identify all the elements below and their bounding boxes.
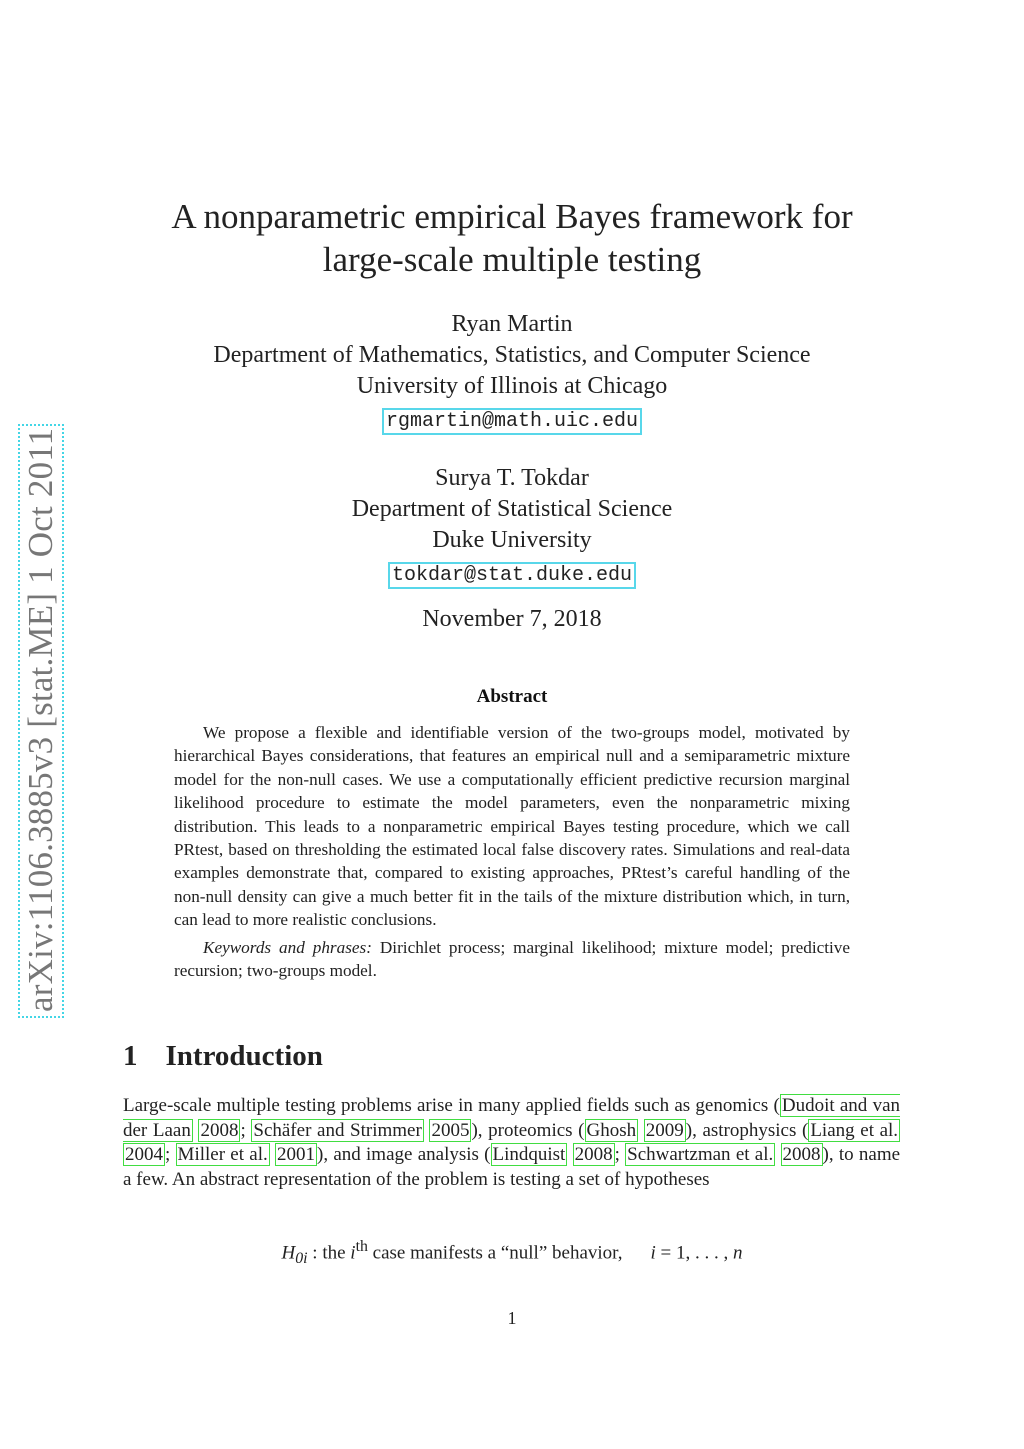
- citation-link[interactable]: Dudoit and van der Laan: [123, 1095, 901, 1141]
- intro-text: ), proteomics (: [471, 1119, 585, 1141]
- citation-link[interactable]: Schwartzman et al.: [627, 1144, 774, 1166]
- paper-title: [120, 195, 904, 281]
- arxiv-stamp[interactable]: arXiv:1106.3885v3 [stat.ME] 1 Oct 2011: [21, 427, 60, 1012]
- author-email-2[interactable]: tokdar@stat.duke.edu: [388, 562, 636, 589]
- equation-symbol: n: [732, 1242, 743, 1264]
- keywords-label: Keywords and phrases:: [203, 937, 372, 957]
- intro-text: ), and image analysis (: [317, 1144, 491, 1166]
- author-institution-2: Duke University: [432, 527, 592, 553]
- citation-year-link[interactable]: 2004: [125, 1144, 163, 1166]
- citation-year-link[interactable]: 2001: [277, 1144, 315, 1166]
- abstract-heading: Abstract: [476, 686, 548, 707]
- intro-text: ;: [240, 1119, 252, 1141]
- author-name-2: Surya T. Tokdar: [435, 465, 589, 491]
- citation-year-link[interactable]: 2008: [574, 1144, 613, 1166]
- equation-text: case manifests a “null” behavior,: [367, 1242, 623, 1264]
- author-name-1: Ryan Martin: [451, 311, 573, 337]
- intro-text: ), astrophysics (: [685, 1119, 809, 1141]
- citation-year-link[interactable]: 2005: [431, 1119, 470, 1141]
- citation-link[interactable]: Lindquist: [492, 1144, 566, 1166]
- keywords: [174, 936, 850, 983]
- author-email-row-2: [120, 558, 904, 589]
- intro-text: Large-scale multiple testing problems arise in many applied fields such as genomics (: [123, 1095, 780, 1116]
- equation-subscript: 0i: [295, 1250, 308, 1268]
- citation-link[interactable]: Schäfer and Strimmer: [253, 1119, 422, 1141]
- citation-link[interactable]: Liang et al.: [810, 1119, 899, 1141]
- author-email-row-1: [120, 404, 904, 435]
- title-line-2: large-scale multiple testing: [322, 240, 702, 279]
- citation-year-link[interactable]: 2008: [200, 1119, 239, 1141]
- intro-text: ;: [614, 1144, 626, 1166]
- author-department-2: Department of Statistical Science: [351, 496, 673, 522]
- citation-link[interactable]: Miller et al.: [177, 1144, 268, 1166]
- title-line-1: A nonparametric empirical Bayes framework for: [171, 197, 853, 236]
- page-number: 1: [507, 1308, 517, 1328]
- equation-symbol: i: [350, 1242, 356, 1264]
- citation-year-link[interactable]: 2009: [645, 1119, 684, 1141]
- section-number: 1: [123, 1040, 138, 1072]
- citation-link[interactable]: Ghosh: [586, 1119, 637, 1141]
- equation-text: = 1, . . . ,: [655, 1242, 733, 1264]
- abstract-text: We propose a flexible and identifiable version of the two-groups model, motivated by hierarchical Bayes considerations, that features an empirical null and a semiparametric mixture model for the non-null cases. We use a computationally efficient predictive recursion marginal likelihood procedure to estimate the model parameters, even the nonparametric mixing distribution. This leads to a nonparametric empirical Bayes testing procedure, which we call PRtest, based on thresholding the estimated local false discovery rates. Simulations and real-data examples demonstrate that, compared to existing approaches, PRtest’s careful handling of the non-null density can give a much better fit in the tails of the mixture distribution which, in turn, can lead to more realistic conclusions.: [174, 723, 850, 930]
- section-heading: [123, 1040, 323, 1073]
- author-institution-1: University of Illinois at Chicago: [356, 373, 668, 399]
- equation-text: : the: [307, 1242, 351, 1264]
- equation-symbol: i: [650, 1242, 656, 1264]
- author-email-1[interactable]: rgmartin@math.uic.edu: [382, 408, 642, 435]
- author-department-1: Department of Mathematics, Statistics, and Computer Science: [213, 342, 811, 368]
- equation-superscript: th: [355, 1238, 368, 1255]
- citation-year-link[interactable]: 2008: [782, 1144, 821, 1166]
- intro-text: ;: [165, 1144, 176, 1166]
- hypothesis-equation: [120, 1238, 904, 1268]
- intro-text: ), to name a few. An abstract representation of the problem is testing a set of hypotheses: [123, 1144, 901, 1191]
- equation-symbol: H: [281, 1242, 296, 1264]
- section-title: Introduction: [165, 1040, 323, 1072]
- intro-paragraph: [123, 1094, 900, 1193]
- abstract-body: [174, 721, 850, 982]
- paper-date: November 7, 2018: [422, 606, 602, 632]
- keywords-text: Dirichlet process; marginal likelihood; mixture model; predictive recursion; two-groups model.: [174, 937, 851, 981]
